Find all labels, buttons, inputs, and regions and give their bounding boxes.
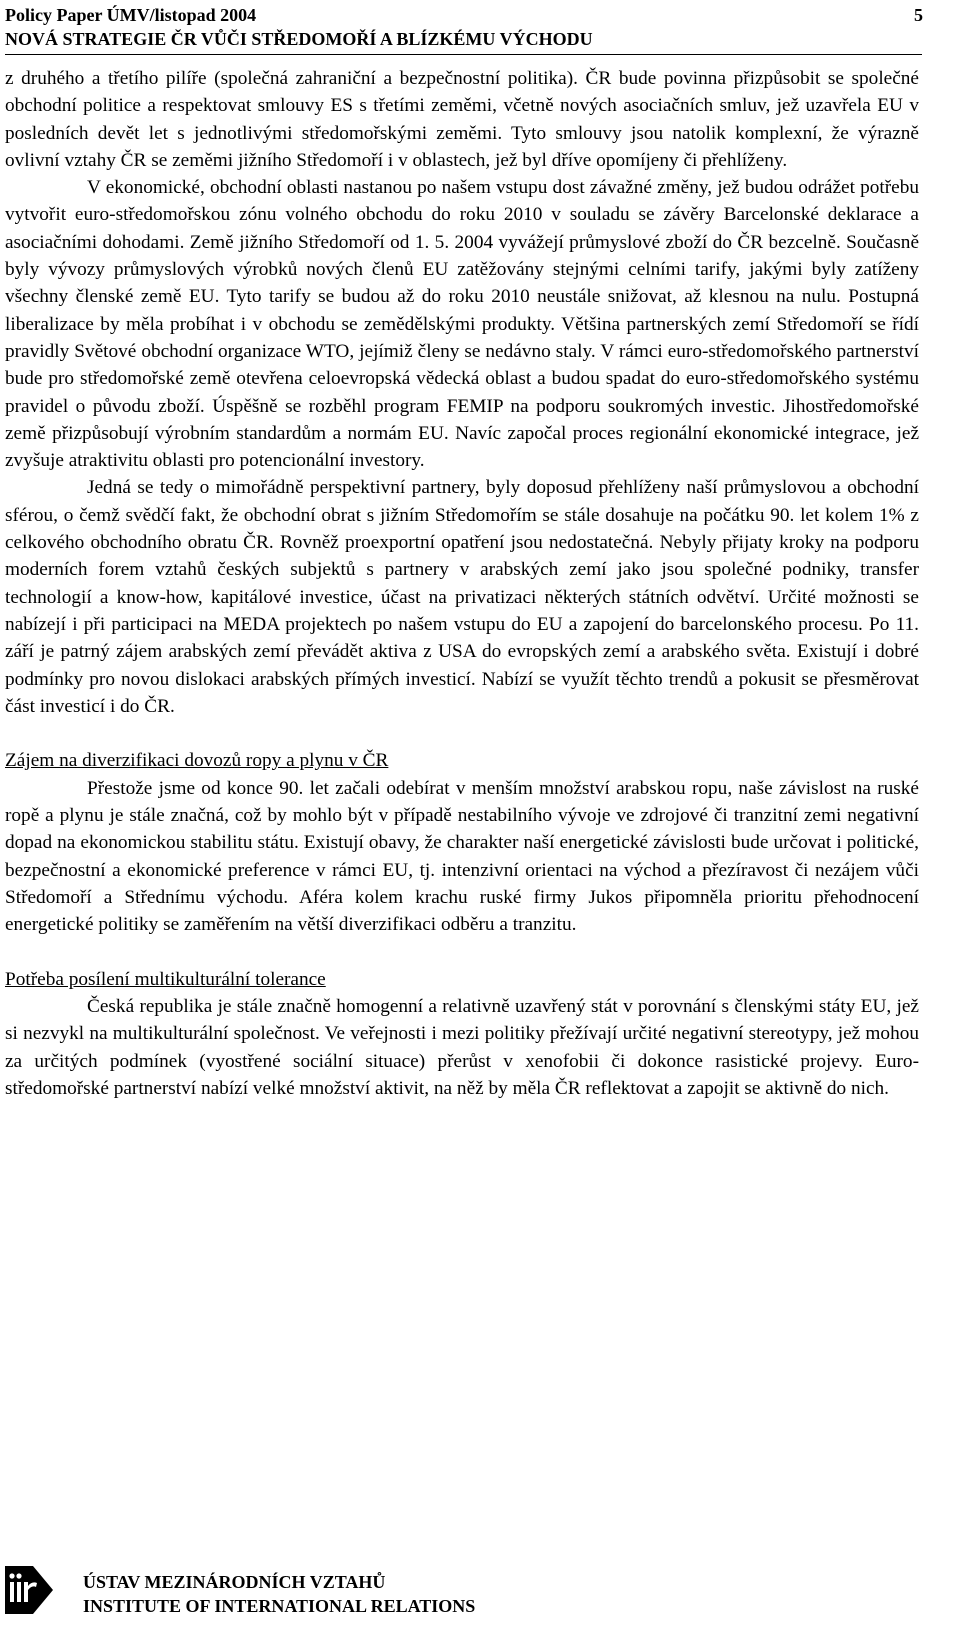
- section-heading-oil-gas: Zájem na diverzifikaci dovozů ropy a plynu v ČR: [5, 750, 389, 772]
- iir-logo: [5, 1560, 55, 1620]
- paragraph-economic: V ekonomické, obchodní oblasti nastanou po našem vstupu dost závažné změny, jež budou odrážet potřebu vytvořit euro-středomořskou zónu volného obchodu do roku 2010 v souladu se závěry Barcelonské deklarace a asociačními dohodami. Země jižního Středomoří od 1. 5. 2004 vyvážejí průmyslové zboží do ČR bezcelně. Současně byly vývozy průmyslových výrobků nových členů EU zatěžovány stejnými celními tarify, jakými byly zatíženy všechny členské země EU. Tyto tarify se budou až do roku 2010 neustále snižovat, až klesnou na nulu. Postupná liberalizace by měla probíhat i v obchodu se zemědělskými produkty. Většina partnerských zemí Středomoří se řídí pravidly Světové obchodní organizace WTO, jejímiž členy se nedávno staly. V rámci euro-středomořského partnerství bude pro středomořské země otevřena celoevropská vědecká oblast a budou spadat do euro-středomořského systému pravidel o původu zboží. Úspěšně se rozběhl program FEMIP na podporu soukromých investic. Jihostředomořské země přizpůsobují výrobním standardům a normám EU. Navíc započal proces regionální ekonomické integrace, jež zvyšuje atraktivitu oblasti pro potencionální investory.: [5, 177, 919, 472]
- paragraph-partners: Jedná se tedy o mimořádně perspektivní partnery, byly doposud přehlíženy naší průmyslovou a obchodní sférou, o čemž svědčí fakt, že obchodní obrat s jižním Středomořím se stále dosahuje na počátku 90. let kolem 1% z celkového obchodního obratu ČR. Rovněž proexportní opatření jsou nedostatečná. Nebyly přijaty kroky na podporu moderních forem vztahů českých subjektů s partnery v arabských zemí jako jsou společné podniky, transfer technologií a know-how, kapitálové investice, účast na privatizaci některých státních odvětví. Určité možnosti se nabízejí i při participaci na MEDA projektech po našem vstupu do EU a zapojení do barcelonského procesu. Po 11. září je patrný zájem arabských zemí převádět aktiva z USA do evropských zemí a arabského světa. Existují i dobré podmínky pro novou dislokaci arabských přímých investicí. Nabízí se využít těchto trendů a pokusit se přesměrovat část investicí i do ČR.: [5, 477, 919, 717]
- page-header: [5, 3, 923, 51]
- header-document-title: NOVÁ STRATEGIE ČR VŮČI STŘEDOMOŘÍ A BLÍZKÉMU VÝCHODU: [5, 29, 593, 49]
- institute-name-cz: ÚSTAV MEZINÁRODNÍCH VZTAHŮ: [83, 1572, 386, 1592]
- header-paper-title: Policy Paper ÚMV/listopad 2004: [5, 5, 257, 25]
- institute-name: [83, 1570, 475, 1618]
- paragraph-energy: Přestože jsme od konce 90. let začali odebírat v menším množství arabskou ropu, naše závislost na ruské ropě a plynu je stále značná, což by mohlo být v případě nestabilního vývoje ve zdrojové či tranzitní zemi negativní dopad na ekonomickou stabilitu státu. Existují obavy, že charakter naší energetické závislosti bude určovat i politické, bezpečnostní a ekonomické preference v rámci EU, tj. intenzivní orientaci na východ a přezíravost či nezájem vůči Středomoří a Střednímu východu. Aféra kolem krachu ruské firmy Jukos připomněla prioritu přehodnocení energetické politiky se zaměřením na větší diverzifikaci odběru a tranzitu.: [5, 777, 919, 936]
- document-body: [5, 65, 919, 1102]
- page-number: 5: [914, 5, 923, 25]
- header-divider: [5, 54, 922, 55]
- institute-name-en: INSTITUTE OF INTERNATIONAL RELATIONS: [83, 1596, 476, 1616]
- paragraph-continuation: z druhého a třetího pilíře (společná zahraniční a bezpečnostní politika). ČR bude povinna přizpůsobit se společné obchodní politice a respektovat smlouvy ES s třetími zeměmi, včetně nových asociačních smluv, jež uzavřela EU v posledních devět let s jednotlivými středomořskými zeměmi. Tyto smlouvy jsou natolik komplexní, že výrazně ovlivní vztahy ČR se zeměmi jižního Středomoří i v oblastech, jež byl dříve opomíjeny či přehlíženy.: [5, 68, 919, 171]
- section-heading-tolerance: Potřeba posílení multikulturální tolerance: [5, 968, 326, 990]
- paragraph-tolerance: Česká republika je stále značně homogenní a relativně uzavřený stát v porovnání s členskými státy EU, jež si nezvykl na multikulturální společnost. Ve veřejnosti i mezi politiky přežívají určité negativní stereotypy, jež mohou za určitých podmínek (vyostřené sociální situace) přerůst v xenofobii či dokonce rasistické projevy. Euro-středomořské partnerství nabízí velké množství aktivit, na něž by měla ČR reflektovat a zapojit se aktivně do nich.: [5, 996, 919, 1099]
- page-footer: [5, 1560, 919, 1620]
